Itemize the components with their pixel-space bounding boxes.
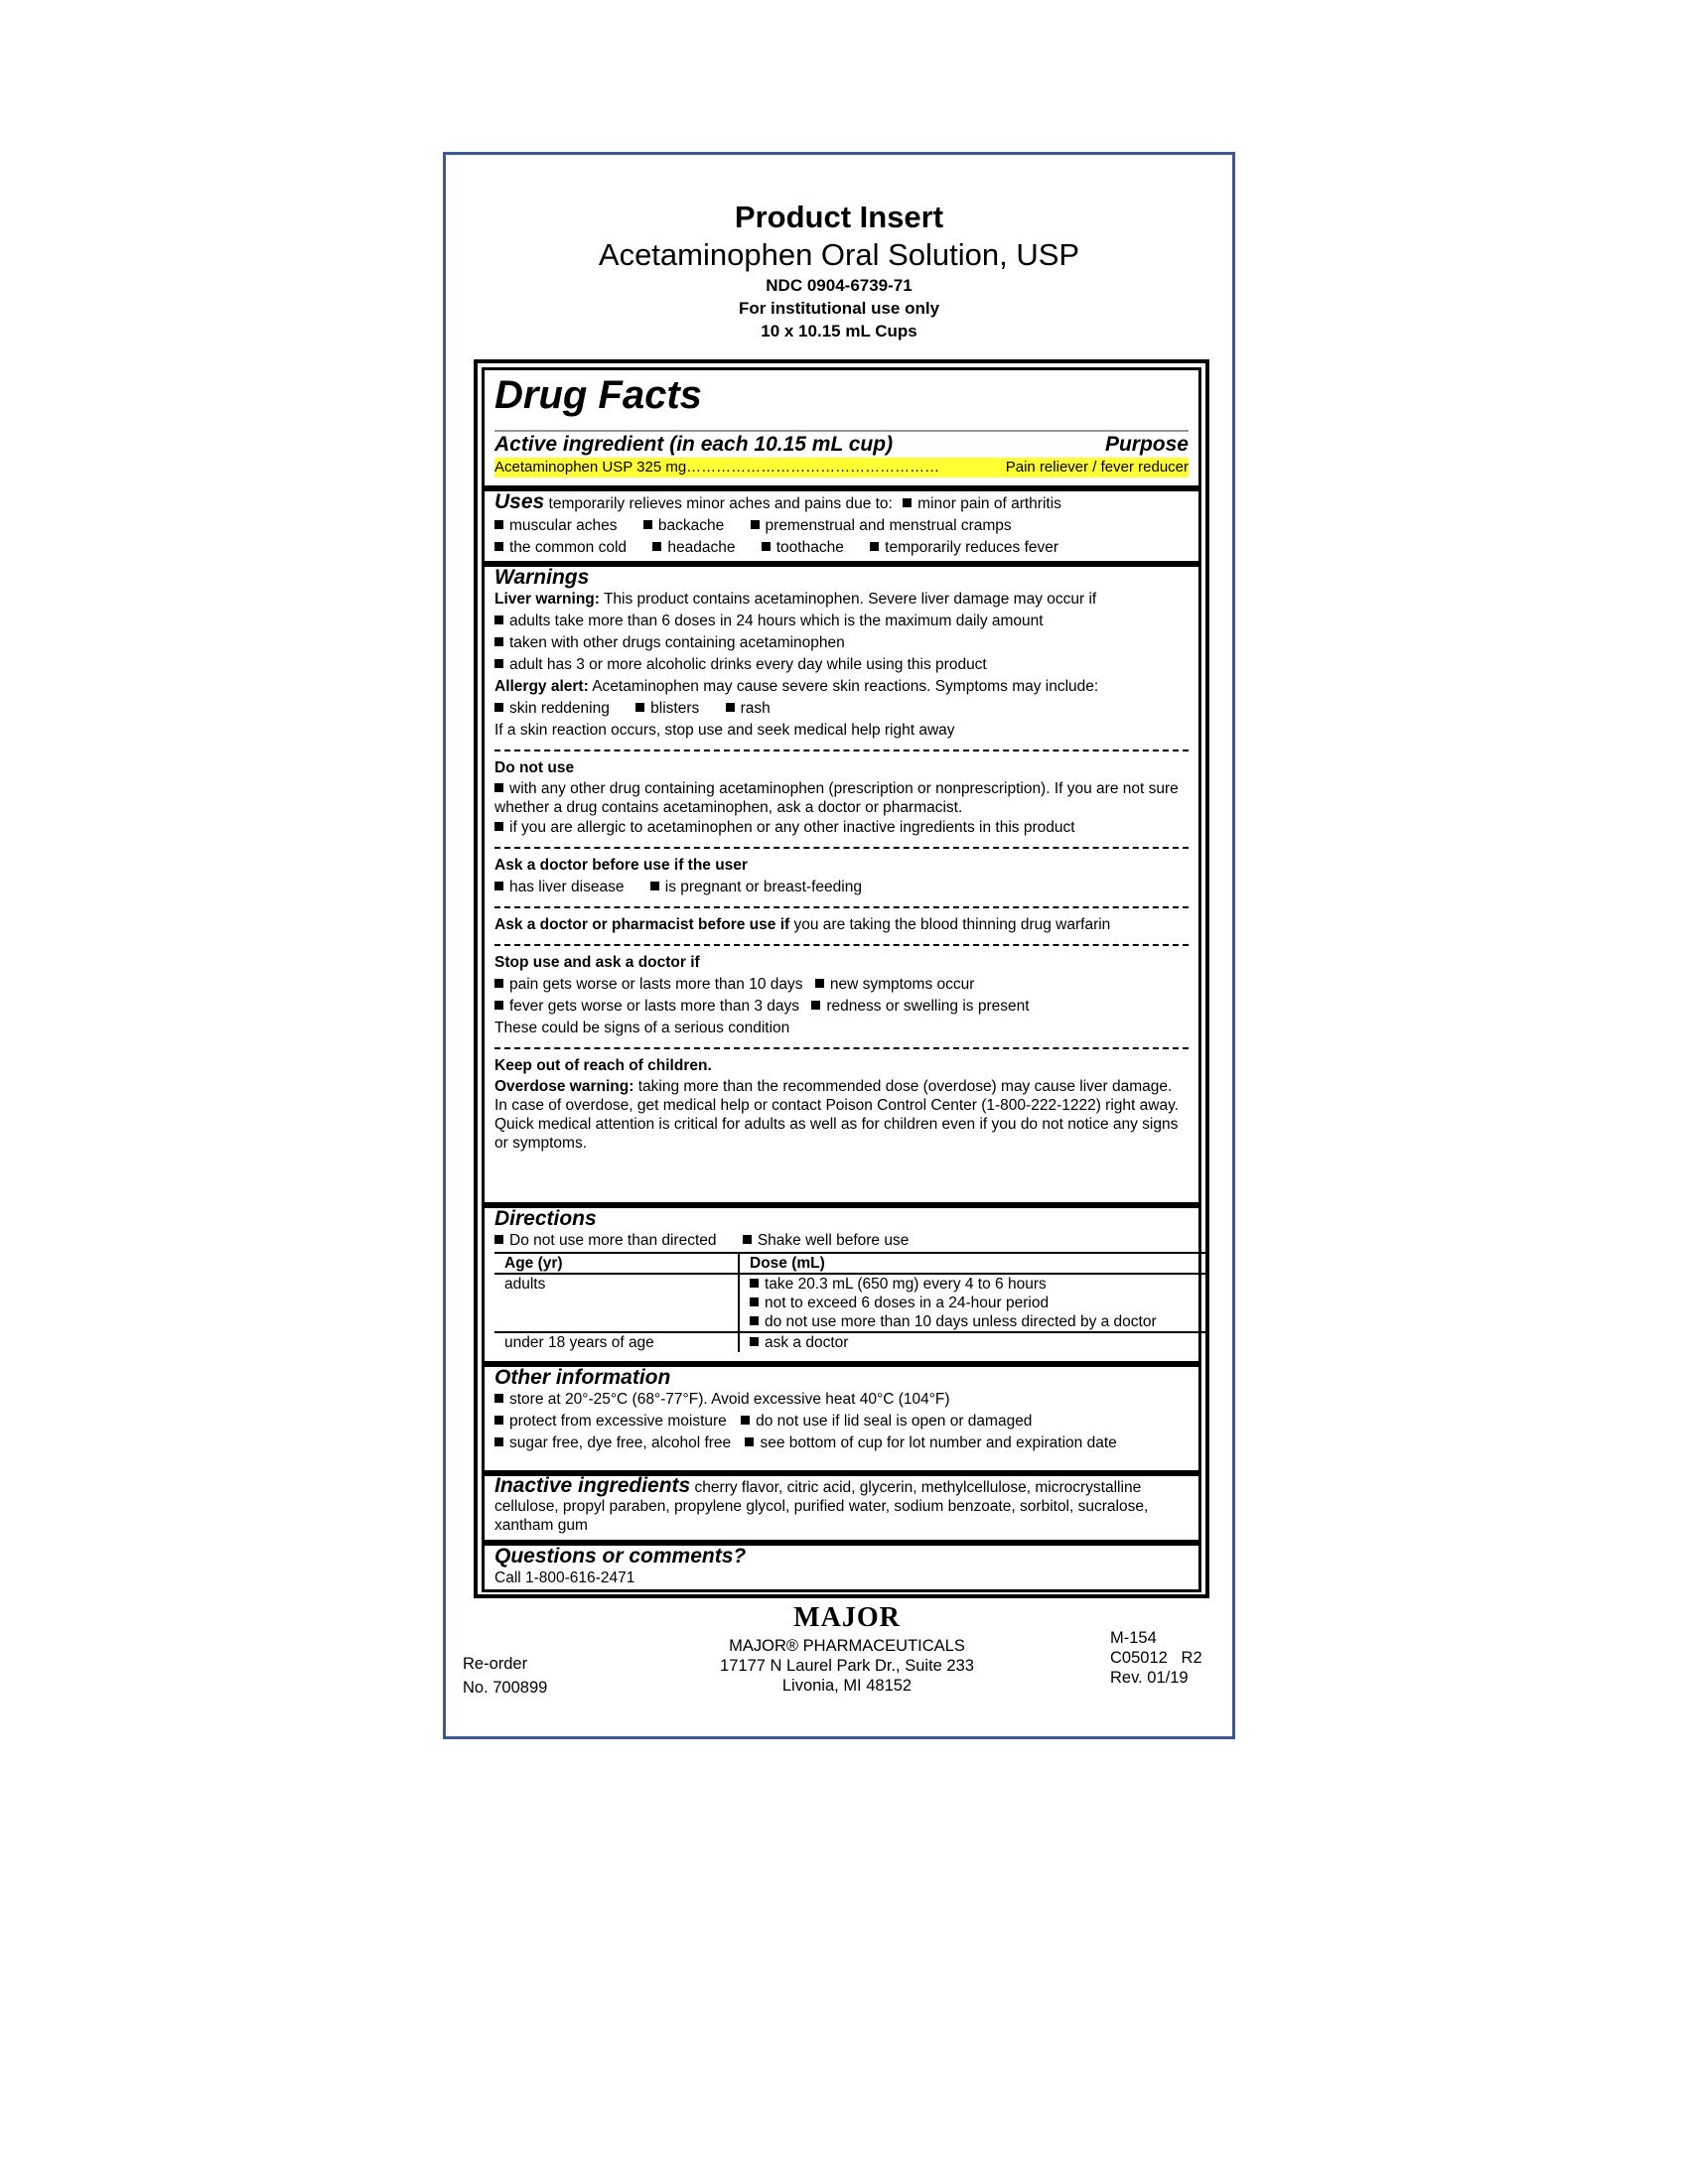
- list-item: adult has 3 or more alcoholic drinks every day while using this product: [509, 656, 987, 673]
- allergy-alert-label: Allergy alert:: [494, 678, 589, 695]
- bullet-icon: [635, 703, 644, 712]
- ask-pharmacist-label: Ask a doctor or pharmacist before use if: [494, 916, 790, 933]
- divider: [494, 944, 1189, 946]
- bullet-icon: [643, 520, 652, 529]
- liver-warning-text: This product contains acetaminophen. Severe liver damage may occur if: [603, 591, 1097, 608]
- list-item: has liver disease: [509, 879, 625, 895]
- list-item: fever gets worse or lasts more than 3 days: [509, 998, 800, 1015]
- drug-facts-title: Drug Facts: [494, 373, 702, 417]
- list-item: rash: [740, 700, 771, 717]
- list-item: Shake well before use: [757, 1232, 910, 1249]
- company-name: MAJOR® PHARMACEUTICALS: [729, 1637, 965, 1655]
- list-item: do not use if lid seal is open or damaged: [756, 1413, 1033, 1430]
- ndc-number: NDC 0904-6739-71: [766, 276, 913, 295]
- overdose-warning-label: Overdose warning:: [494, 1078, 634, 1095]
- other-information-heading: Other information: [494, 1366, 671, 1389]
- list-item: the common cold: [509, 539, 628, 556]
- list-item: toothache: [775, 539, 844, 556]
- address-line-1: 17177 N Laurel Park Dr., Suite 233: [720, 1657, 974, 1675]
- bullet-icon: [762, 542, 771, 551]
- purpose-heading: Purpose: [1104, 433, 1189, 456]
- active-ingredient-header: [494, 430, 1189, 458]
- insert-header: [443, 199, 1235, 342]
- divider: [494, 750, 1189, 751]
- manufacturer-info: [683, 1636, 1011, 1696]
- list-item: sugar free, dye free, alcohol free: [509, 1434, 732, 1451]
- list-item: backache: [657, 517, 725, 534]
- code-line-2: C05012 R2: [1110, 1649, 1202, 1667]
- list-item: take 20.3 mL (650 mg) every 4 to 6 hours: [765, 1276, 1047, 1293]
- list-item: do not use more than 10 days unless directed by a doctor: [765, 1313, 1157, 1330]
- ask-doctor-heading: Ask a doctor before use if the user: [494, 857, 748, 874]
- document-codes: [1110, 1628, 1202, 1688]
- bullet-icon: [494, 822, 503, 831]
- list-item: with any other drug containing acetaminophen (prescription or nonprescription). If you are not sure whether a drug contains acetaminophen, ask a doctor or pharmacist.: [494, 780, 1179, 816]
- uses-intro: temporarily relieves minor aches and pains due to:: [548, 495, 893, 512]
- directions-heading: Directions: [494, 1207, 597, 1230]
- list-item: adults take more than 6 doses in 24 hours which is the maximum daily amount: [509, 613, 1044, 629]
- list-item: temporarily reduces fever: [885, 539, 1059, 556]
- list-item: protect from excessive moisture: [509, 1413, 727, 1430]
- bullet-icon: [652, 542, 661, 551]
- questions-heading: Questions or comments?: [494, 1545, 747, 1568]
- table-cell-dose: [739, 1274, 1209, 1332]
- warnings-heading: Warnings: [494, 566, 590, 589]
- bullet-icon: [494, 1394, 503, 1403]
- dosage-table: [494, 1252, 1209, 1352]
- keep-out-of-reach: Keep out of reach of children.: [494, 1057, 712, 1074]
- list-item: store at 20°-25°C (68°-77°F). Avoid excessive heat 40°C (104°F): [509, 1391, 950, 1408]
- uses-section: [482, 488, 1201, 564]
- bullet-icon: [650, 882, 659, 890]
- bullet-icon: [494, 1437, 503, 1446]
- table-cell-age: under 18 years of age: [504, 1334, 654, 1351]
- list-item: see bottom of cup for lot number and expiration date: [760, 1434, 1117, 1451]
- table-header-age: Age (yr): [494, 1253, 739, 1274]
- reorder-info: [463, 1652, 547, 1700]
- table-cell-age: adults: [494, 1274, 739, 1332]
- list-item: premenstrual and menstrual cramps: [765, 517, 1012, 534]
- list-item: Do not use more than directed: [509, 1232, 717, 1249]
- table-row: [494, 1274, 1209, 1332]
- list-item: not to exceed 6 doses in a 24-hour period: [765, 1295, 1050, 1311]
- bullet-icon: [811, 1001, 820, 1010]
- bullet-icon: [750, 1279, 759, 1288]
- list-item: pain gets worse or lasts more than 10 days: [509, 976, 803, 993]
- page-title: Product Insert: [734, 200, 944, 234]
- code-line-3: Rev. 01/19: [1110, 1669, 1189, 1687]
- list-item: minor pain of arthritis: [917, 495, 1061, 512]
- list-item: blisters: [650, 700, 700, 717]
- stop-use-heading: Stop use and ask a doctor if: [494, 954, 700, 971]
- do-not-use-heading: Do not use: [494, 759, 575, 776]
- active-ingredient-line: [494, 458, 1189, 478]
- uses-heading: Uses: [494, 490, 545, 513]
- bullet-icon: [745, 1437, 754, 1446]
- table-header-dose: Dose (mL): [739, 1253, 1209, 1274]
- list-item: if you are allergic to acetaminophen or any other inactive ingredients in this product: [509, 819, 1075, 836]
- package-size: 10 x 10.15 mL Cups: [761, 322, 917, 341]
- divider: [494, 906, 1189, 908]
- bullet-icon: [870, 542, 879, 551]
- product-name: Acetaminophen Oral Solution, USP: [598, 237, 1080, 272]
- questions-section: [482, 1543, 1201, 1592]
- inactive-ingredients-text: cherry flavor, citric acid, glycerin, methylcellulose, microcrystalline cellulose, propyl paraben, propylene glycol, purified water, sodium benzoate, sorbitol, sucralose, xantham gum: [494, 1479, 1149, 1534]
- liver-warning-label: Liver warning:: [494, 591, 600, 608]
- allergy-followup: If a skin reaction occurs, stop use and seek medical help right away: [494, 722, 955, 739]
- bullet-icon: [815, 979, 824, 988]
- list-item: new symptoms occur: [829, 976, 975, 993]
- active-ingredient-heading: Active ingredient (in each 10.15 mL cup): [494, 433, 894, 456]
- bullet-icon: [743, 1235, 752, 1244]
- directions-section: [482, 1205, 1201, 1364]
- table-header-row: [494, 1253, 1209, 1274]
- bullet-icon: [494, 1416, 503, 1425]
- list-item: is pregnant or breast-feeding: [664, 879, 862, 895]
- divider: [494, 1047, 1189, 1049]
- bullet-icon: [494, 615, 503, 624]
- active-ingredient-name: Acetaminophen USP 325 mg……………………………………………: [494, 459, 940, 476]
- bullet-icon: [494, 1235, 503, 1244]
- bullet-icon: [494, 1001, 503, 1010]
- drug-facts-header: [482, 367, 1201, 488]
- bullet-icon: [751, 520, 760, 529]
- allergy-alert-text: Acetaminophen may cause severe skin reactions. Symptoms may include:: [592, 678, 1099, 695]
- bullet-icon: [741, 1416, 750, 1425]
- table-row: [494, 1332, 1209, 1352]
- list-item: headache: [667, 539, 736, 556]
- bullet-icon: [494, 783, 503, 792]
- inactive-ingredients-heading: Inactive ingredients: [494, 1474, 691, 1497]
- address-line-2: Livonia, MI 48152: [781, 1677, 913, 1695]
- inactive-ingredients-section: [482, 1473, 1201, 1543]
- drug-facts-panel: [474, 359, 1209, 1598]
- other-information-section: [482, 1364, 1201, 1473]
- bullet-icon: [494, 659, 503, 668]
- reorder-number: No. 700899: [463, 1679, 548, 1697]
- ask-pharmacist-text: you are taking the blood thinning drug warfarin: [793, 916, 1111, 933]
- bullet-icon: [903, 498, 912, 507]
- bullet-icon: [750, 1316, 759, 1325]
- bullet-icon: [494, 520, 503, 529]
- list-item: redness or swelling is present: [826, 998, 1030, 1015]
- bullet-icon: [750, 1297, 759, 1306]
- bullet-icon: [494, 637, 503, 646]
- warnings-section: [482, 564, 1201, 1205]
- table-cell-dose: [739, 1332, 1209, 1352]
- reorder-label: Re-order: [463, 1655, 528, 1673]
- stop-use-followup: These could be signs of a serious condition: [494, 1020, 790, 1036]
- list-item: ask a doctor: [765, 1334, 849, 1351]
- list-item: skin reddening: [509, 700, 610, 717]
- bullet-icon: [494, 979, 503, 988]
- bullet-icon: [726, 703, 735, 712]
- code-line-1: M-154: [1110, 1629, 1157, 1647]
- institutional-note: For institutional use only: [738, 299, 940, 318]
- active-ingredient-purpose: Pain reliever / fever reducer: [1005, 459, 1189, 476]
- bullet-icon: [750, 1337, 759, 1346]
- questions-phone: Call 1-800-616-2471: [494, 1570, 635, 1586]
- bullet-icon: [494, 703, 503, 712]
- overdose-warning-text: taking more than the recommended dose (overdose) may cause liver damage. In case of overdose, get medical help or contact Poison Control Center (1-800-222-1222) right away. Quick medical attention is critical for adults as well as for children even if you do not notice any signs or symptoms.: [494, 1078, 1179, 1152]
- list-item: taken with other drugs containing acetaminophen: [509, 634, 845, 651]
- bullet-icon: [494, 882, 503, 890]
- bullet-icon: [494, 542, 503, 551]
- divider: [494, 847, 1189, 849]
- major-logo: MAJOR: [793, 1602, 901, 1633]
- list-item: muscular aches: [509, 517, 618, 534]
